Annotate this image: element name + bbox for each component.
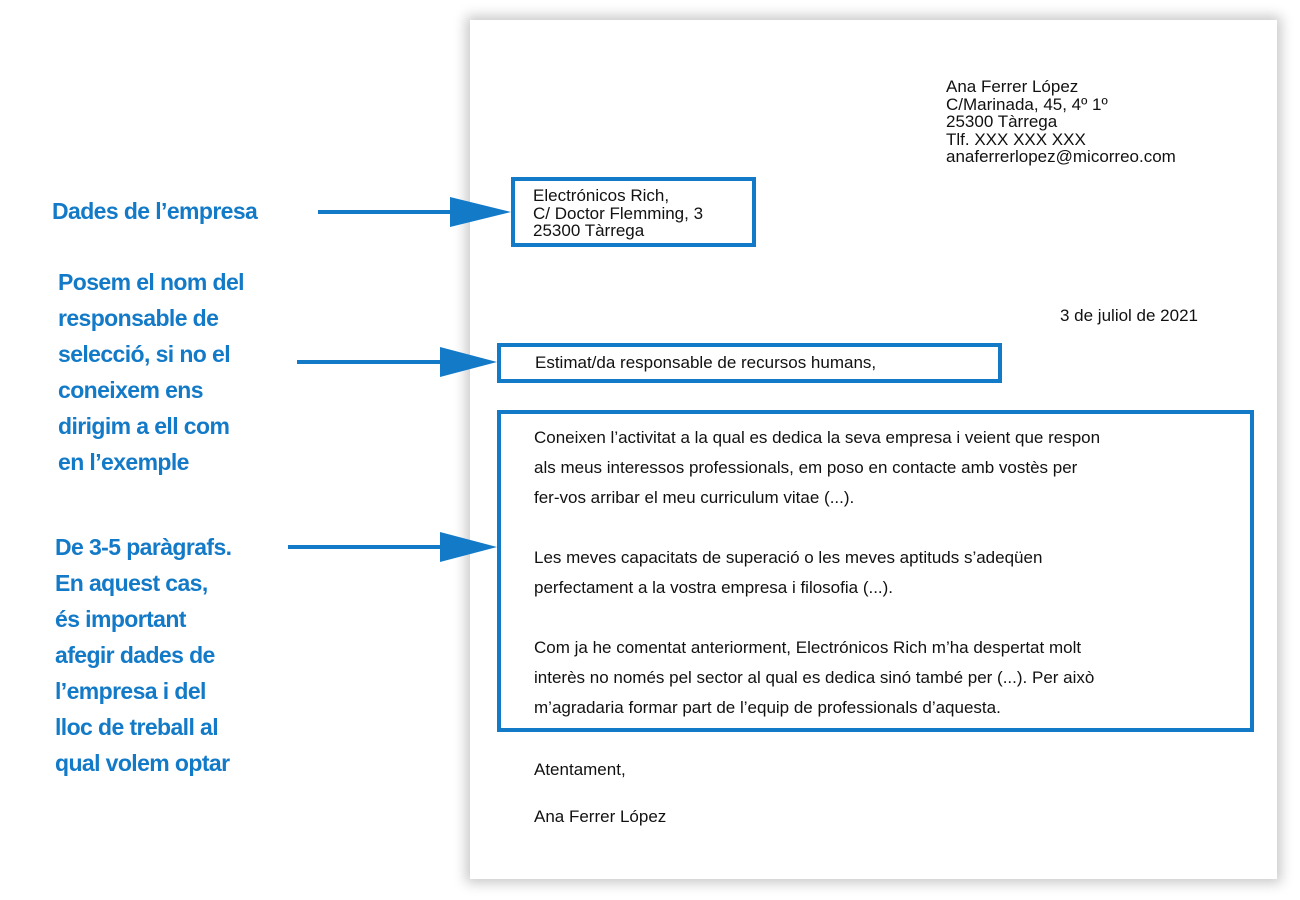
company-address: C/ Doctor Flemming, 3 bbox=[533, 203, 704, 223]
annotation-line: Posem el nom del bbox=[58, 269, 244, 295]
paragraph-line: interès no només pel sector al qual es dedica sinó també per (...). Per això bbox=[534, 668, 1095, 687]
annotation-line: afegir dades de bbox=[55, 642, 215, 668]
annotation-line: Dades de l’empresa bbox=[52, 198, 258, 224]
sender-email: anaferrerlopez@micorreo.com bbox=[946, 147, 1176, 166]
paragraph-line: m’agradaria formar part de l’equip de professionals d’aquesta. bbox=[534, 698, 1001, 717]
annotation-line: De 3-5 paràgrafs. bbox=[55, 534, 232, 560]
paragraph-line: Com ja he comentat anteriorment, Electrónicos Rich m’ha despertat molt bbox=[534, 638, 1082, 657]
annotation-line: coneixem ens bbox=[58, 377, 203, 403]
paragraph-line: perfectament a la vostra empresa i filosofia (...). bbox=[534, 578, 894, 597]
annotation-line: lloc de treball al bbox=[55, 714, 219, 740]
annotation-line: en l’exemple bbox=[58, 449, 189, 475]
paragraph-3 bbox=[534, 633, 1234, 723]
annotation-line: qual volem optar bbox=[55, 750, 230, 776]
closing: Atentament, bbox=[534, 760, 626, 779]
paragraph-line: Les meves capacitats de superació o les meves aptituds s’adeqüen bbox=[534, 548, 1043, 567]
letter-date: 3 de juliol de 2021 bbox=[1060, 306, 1199, 325]
company-city: 25300 Tàrrega bbox=[533, 221, 645, 240]
company-name: Electrónicos Rich, bbox=[533, 186, 670, 205]
annotation-line: responsable de bbox=[58, 305, 219, 331]
greeting: Estimat/da responsable de recursos humans, bbox=[535, 353, 877, 372]
company-block bbox=[533, 187, 703, 240]
paragraph-line: als meus interessos professionals, em poso en contacte amb vostès per bbox=[534, 458, 1078, 477]
annotation-line: selecció, si no el bbox=[58, 341, 231, 367]
paragraph-line: fer-vos arribar el meu curriculum vitae (...). bbox=[534, 488, 855, 507]
sender-name: Ana Ferrer López bbox=[946, 77, 1079, 96]
annotation-paragraphs bbox=[55, 529, 231, 781]
annotation-line: l’empresa i del bbox=[55, 678, 206, 704]
annotation-line: dirigim a ell com bbox=[58, 413, 230, 439]
sender-address: C/Marinada, 45, 4º 1º bbox=[946, 94, 1108, 114]
annotation-line: En aquest cas, bbox=[55, 570, 208, 596]
paragraph-1 bbox=[534, 423, 1234, 513]
signature: Ana Ferrer López bbox=[534, 807, 667, 826]
paragraph-2 bbox=[534, 543, 1234, 603]
annotation-company-data bbox=[52, 193, 257, 229]
sender-phone: Tlf. XXX XXX XXX bbox=[946, 129, 1086, 149]
annotation-line: és important bbox=[55, 606, 186, 632]
sender-block bbox=[946, 78, 1176, 166]
paragraph-line: Coneixen l’activitat a la qual es dedica la seva empresa i veient que respon bbox=[534, 428, 1101, 447]
sender-city: 25300 Tàrrega bbox=[946, 112, 1058, 131]
annotation-recipient bbox=[58, 264, 244, 480]
